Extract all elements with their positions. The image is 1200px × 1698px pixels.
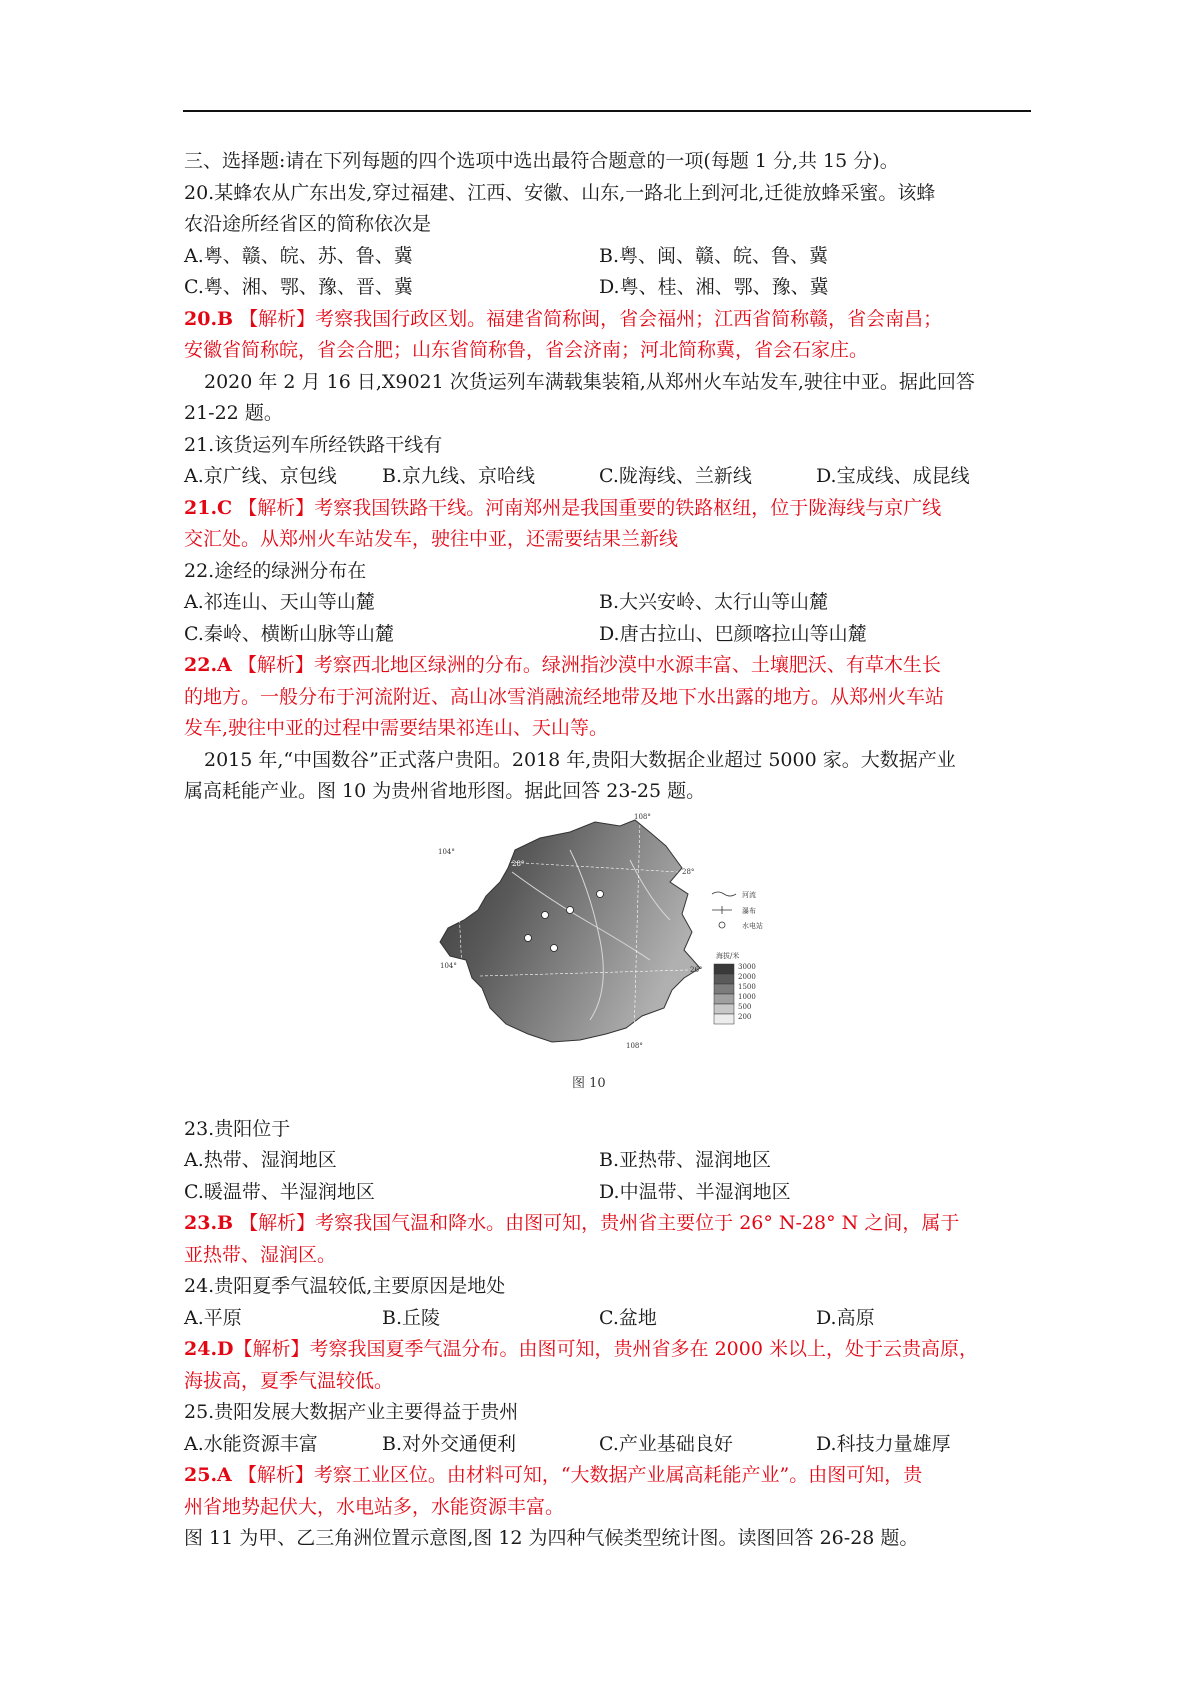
elevation-swatch-1000 [714,994,734,1004]
legend-river-label: 河流 [742,890,756,899]
elevation-swatch-2000 [714,974,734,984]
lon-104-bottom-label: 104° [440,961,457,970]
q20-answer-line-2: 安徽省简称皖，省会合肥；山东省简称鲁，省会济南；河北简称冀，省会石家庄。 [184,339,869,361]
q20-options [184,241,1034,304]
hydropower-station-icon [542,911,549,918]
q20-option-b: B.粤、闽、赣、皖、鲁、冀 [599,244,829,267]
elevation-swatch-500 [714,1004,734,1014]
q21-options [184,461,1034,493]
q25-stem: 25.贵阳发展大数据产业主要得益于贵州 [184,1401,519,1423]
q21-option-c: C.陇海线、兰新线 [599,465,752,487]
q22-option-a: A.祁连山、天山等山麓 [184,591,375,613]
q22-answer-line-3: 发车,驶往中亚的过程中需要结果祁连山、天山等。 [184,717,609,739]
hydropower-station-icon [597,890,604,897]
q22-answer-line-2: 的地方。一般分布于河流附近、高山冰雪消融流经地带及地下水出露的地方。从郑州火车站 [184,685,945,708]
q21-answer-line-1 [184,493,1034,525]
lat-26-right-label: 26° [690,965,703,974]
exam-content [184,146,1034,1555]
lon-104-top-label: 104° [438,847,455,856]
q24-answer-text-1: 【解析】考察我国夏季气温分布。由图可知，贵州省多在 2000 米以上，处于云贵高原， [233,1338,978,1360]
q22-answer-line-1 [184,650,1034,682]
q22-options [184,587,1034,650]
q23-options [184,1145,1034,1208]
q20-answer-number: 20.B [184,307,234,330]
q22-answer-number: 22.A [184,654,232,676]
q21-answer-text-1: 【解析】考察我国铁路干线。河南郑州是我国重要的铁路枢纽，位于陇海线与京广线 [232,496,942,519]
figure-10 [184,810,1034,1112]
q24-option-c: C.盆地 [599,1306,657,1329]
q25-answer-line-2: 州省地势起伏大，水电站多，水能资源丰富。 [184,1495,565,1518]
q23-option-c: C.暖温带、半湿润地区 [184,1180,375,1203]
elevation-label-500: 500 [738,1002,752,1011]
q21-stem: 21.该货运列车所经铁路干线有 [184,433,443,456]
q25-option-d: D.科技力量雄厚 [816,1432,951,1455]
q23-answer-line-2: 亚热带、湿润区。 [184,1243,337,1266]
q20-option-a: A.粤、赣、皖、苏、鲁、冀 [184,244,413,267]
q21-option-b: B.京九线、京哈线 [382,465,536,487]
q23-answer-number: 23.B [184,1212,234,1234]
q23-stem: 23.贵阳位于 [184,1117,291,1140]
q24-answer-line-2: 海拔高，夏季气温较低。 [184,1369,394,1392]
elevation-label-2000: 2000 [738,972,756,981]
legend-station-label: 水电站 [742,921,763,930]
q21-option-d: D.宝成线、成昆线 [816,465,970,487]
q24-option-d: D.高原 [816,1306,875,1329]
legend-waterfall-label: 瀑布 [742,906,756,915]
lat-28-right-label: 28° [682,867,695,876]
q25-option-b: B.对外交通便利 [382,1432,517,1455]
q20-answer-text-1: 【解析】考察我国行政区划。福建省简称闽，省会福州；江西省简称赣，省会南昌； [233,307,943,330]
legend-elevation-title: 海拔/米 [716,951,740,960]
footer-passage: 图 11 为甲、乙三角洲位置示意图,图 12 为四种气候类型统计图。读图回答 26-28 题。 [184,1527,919,1549]
hydropower-station-icon [551,944,558,951]
elevation-swatch-3000 [714,964,734,974]
figure-caption: 图 10 [572,1075,606,1091]
elevation-swatch-200 [714,1014,734,1024]
elevation-label-1000: 1000 [738,992,756,1001]
passage-2-line-1: 2015 年,“中国数谷”正式落户贵阳。2018 年,贵阳大数据企业超过 5000 家。大数据产业 [204,748,956,771]
q24-stem: 24.贵阳夏季气温较低,主要原因是地处 [184,1275,506,1297]
q23-option-d: D.中温带、半湿润地区 [599,1180,791,1203]
top-rule [183,110,1031,112]
q24-options [184,1303,1034,1335]
q20-stem-line-1: 20.某蜂农从广东出发,穿过福建、江西、安徽、山东,一路北上到河北,迁徙放蜂采蜜。该蜂 [184,181,936,204]
q25-options [184,1429,1034,1461]
q23-answer-text-1: 【解析】考察我国气温和降水。由图可知，贵州省主要位于 26° N-28° N 之间，属于 [233,1212,960,1234]
elevation-label-3000: 3000 [738,962,756,971]
station-legend-icon [719,922,725,928]
hydropower-station-icon [567,906,574,913]
guizhou-terrain-map [420,810,800,1070]
q23-option-a: A.热带、湿润地区 [184,1149,337,1171]
q25-option-a: A.水能资源丰富 [184,1432,318,1455]
lon-108-top-label: 108° [634,812,651,821]
q24-answer-number: 24.D [184,1338,234,1360]
passage-1-line-2: 21-22 题。 [184,402,283,424]
q21-option-a: A.京广线、京包线 [184,465,337,487]
lat-28-left-label: 28° [512,859,525,868]
q20-option-c: C.粤、湘、鄂、豫、晋、冀 [184,276,413,298]
lon-108-bottom-label: 108° [626,1041,643,1050]
passage-1-line-1: 2020 年 2 月 16 日,X9021 次货运列车满载集装箱,从郑州火车站发车,驶往中亚。据此回答 [204,370,975,393]
q21-answer-number: 21.C [184,496,233,519]
q22-answer-text-1: 【解析】考察西北地区绿洲的分布。绿洲指沙漠中水源丰富、土壤肥沃、有草木生长 [231,654,941,676]
passage-2-line-2: 属高耗能产业。图 10 为贵州省地形图。据此回答 23-25 题。 [184,780,706,802]
q24-answer-line-1 [184,1334,1034,1366]
q22-stem: 22.途经的绿洲分布在 [184,559,367,582]
q25-answer-text-1: 【解析】考察工业区位。由材料可知，“大数据产业属高耗能产业”。由图可知，贵 [231,1464,923,1486]
q25-answer-number: 25.A [184,1464,232,1486]
elevation-label-200: 200 [738,1012,752,1021]
q22-option-c: C.秦岭、横断山脉等山麓 [184,622,394,645]
elevation-label-1500: 1500 [738,982,756,991]
q23-option-b: B.亚热带、湿润地区 [599,1149,772,1171]
q20-stem-line-2: 农沿途所经省区的简称依次是 [184,213,432,235]
elevation-swatch-1500 [714,984,734,994]
q20-answer-line-1 [184,304,1034,336]
hydropower-station-icon [525,934,532,941]
q20-option-d: D.粤、桂、湘、鄂、豫、冀 [599,276,829,298]
q25-answer-line-1 [184,1460,1034,1492]
q23-answer-line-1 [184,1208,1034,1240]
q24-option-b: B.丘陵 [382,1306,441,1329]
q24-option-a: A.平原 [184,1306,242,1329]
q22-option-d: D.唐古拉山、巴颜喀拉山等山麓 [599,622,867,645]
q21-answer-line-2: 交汇处。从郑州火车站发车，驶往中亚，还需要结果兰新线 [184,528,679,550]
q22-option-b: B.大兴安岭、太行山等山麓 [599,591,829,613]
section-header: 三、选择题:请在下列每题的四个选项中选出最符合题意的一项(每题 1 分,共 15 分)。 [184,150,899,172]
q25-option-c: C.产业基础良好 [599,1432,733,1455]
